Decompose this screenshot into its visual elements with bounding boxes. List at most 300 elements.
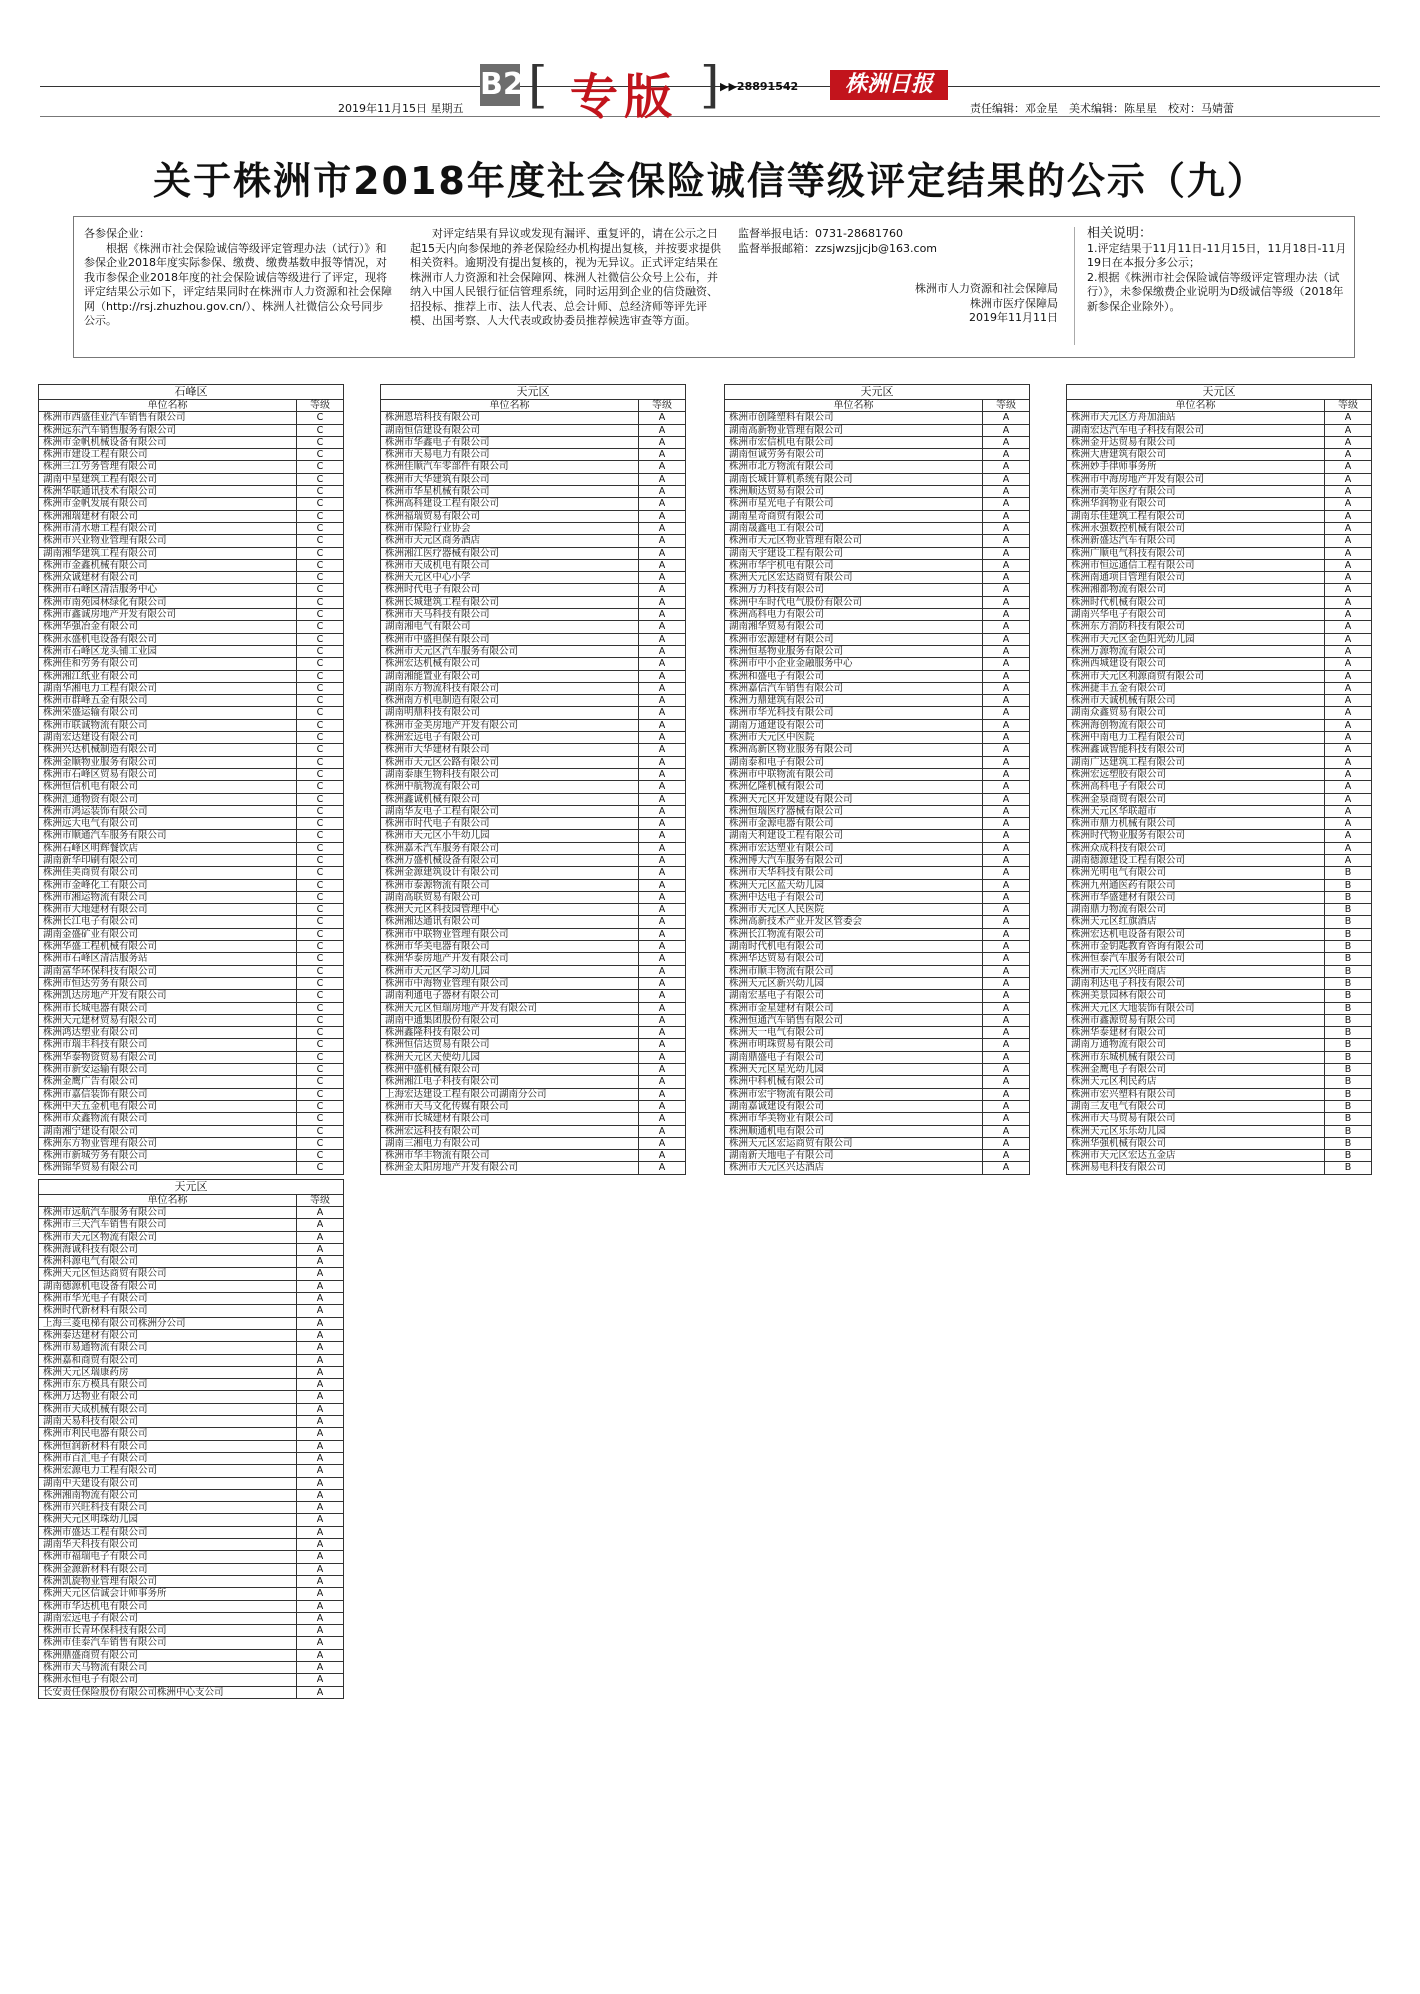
company-name: 株洲广顺电气科技有限公司: [1067, 548, 1325, 559]
company-name: 株洲市华盛建材有限公司: [1067, 892, 1325, 903]
table-row: [380, 412, 686, 424]
credit-grade: C: [316, 584, 324, 596]
company-name: 株洲天元区宏达商贸有限公司: [725, 572, 983, 583]
company-name: 株洲市天元区中医院: [725, 732, 983, 743]
credit-grade: B: [1344, 1125, 1352, 1137]
credit-grade: A: [658, 904, 666, 916]
credit-grade: A: [316, 1329, 324, 1341]
credit-grade: A: [316, 1416, 324, 1428]
company-name: 株洲市石峰区清洁服务站: [39, 953, 297, 964]
table-row: [38, 941, 344, 953]
table-row: [38, 1687, 344, 1699]
company-name: 湖南德源机电设备有限公司: [39, 1281, 297, 1292]
credit-grade: C: [316, 768, 324, 780]
credit-grade: A: [1002, 658, 1010, 670]
credit-grade: A: [1002, 941, 1010, 953]
credit-grade: C: [316, 449, 324, 461]
table-row: [38, 1637, 344, 1649]
table-row: [380, 1126, 686, 1138]
company-name: 株洲中航物流有限公司: [381, 781, 639, 792]
company-name: 株洲市顺丰物流有限公司: [725, 966, 983, 977]
table-row: [38, 1232, 344, 1244]
credit-grade: A: [1002, 535, 1010, 547]
company-name: 株洲市华宇机电有限公司: [725, 560, 983, 571]
credit-grade: A: [316, 1465, 324, 1477]
company-name: 株洲湘南物流有限公司: [39, 1490, 297, 1501]
credit-grade: A: [316, 1674, 324, 1686]
company-name: 湖南宏远电子有限公司: [39, 1613, 297, 1624]
company-name: 株洲荣盛运输有限公司: [39, 707, 297, 718]
credit-grade: C: [316, 830, 324, 842]
table-row: [38, 769, 344, 781]
credit-grade: A: [658, 1002, 666, 1014]
table-row: [38, 978, 344, 990]
table-row: [38, 1502, 344, 1514]
left-bracket-icon: [: [528, 56, 548, 114]
right-bracket-icon: ]: [700, 56, 720, 114]
company-name: 株洲佳顺汽车零部件有限公司: [381, 461, 639, 472]
company-name: 株洲天元区乐乐幼儿园: [1067, 1126, 1325, 1137]
credit-grade: A: [316, 1256, 324, 1268]
table-row: [724, 683, 1030, 695]
table-row: [724, 560, 1030, 572]
credit-grade: A: [1002, 486, 1010, 498]
table-row: [380, 584, 686, 596]
credit-grade: B: [1344, 1150, 1352, 1162]
company-name: 株洲佳和劳务有限公司: [39, 658, 297, 669]
table-row: [380, 929, 686, 941]
table-row: [38, 412, 344, 424]
table-row: [1066, 1101, 1372, 1113]
credit-grade: A: [658, 830, 666, 842]
credit-grade: A: [316, 1588, 324, 1600]
credit-grade: C: [316, 744, 324, 756]
table-row: [724, 769, 1030, 781]
credit-grade: C: [316, 781, 324, 793]
notes-title: 相关说明：: [1087, 226, 1153, 241]
table-row: [38, 904, 344, 916]
table-row: [38, 671, 344, 683]
credit-grade: C: [316, 854, 324, 866]
company-name: 株洲天元区星光幼儿园: [725, 1064, 983, 1075]
credit-grade: C: [316, 1064, 324, 1076]
credit-grade: A: [316, 1207, 324, 1218]
company-name: 株洲市新安运输有限公司: [39, 1064, 297, 1075]
report-phone: 监督举报电话：0731-28681760: [738, 227, 903, 240]
column-header-name: 单位名称: [725, 400, 983, 411]
table-row: [724, 794, 1030, 806]
table-row: [724, 757, 1030, 769]
table-row: [38, 1551, 344, 1563]
table-row: [724, 474, 1030, 486]
table-row: [724, 425, 1030, 437]
company-name: 株洲市石峰区贸易有限公司: [39, 769, 297, 780]
company-name: 株洲市中海物业管理有限公司: [381, 978, 639, 989]
table-row: [1066, 953, 1372, 965]
table-row: [1066, 904, 1372, 916]
company-name: 株洲中盛机械有限公司: [381, 1064, 639, 1075]
credit-grade: A: [1002, 781, 1010, 793]
column-header-grade: 等级: [996, 400, 1016, 411]
company-name: 株洲天元区科技园管理中心: [381, 904, 639, 915]
credit-grade: C: [316, 916, 324, 928]
table-row: [1066, 658, 1372, 670]
credit-grade: A: [1344, 768, 1352, 780]
table-row: [380, 1064, 686, 1076]
table-row: [38, 1404, 344, 1416]
credit-grade: A: [1002, 522, 1010, 534]
credit-grade: A: [658, 633, 666, 645]
table-row: [724, 535, 1030, 547]
credit-grade: C: [316, 867, 324, 879]
company-name: 株洲市佳泰汽车销售有限公司: [39, 1637, 297, 1648]
table-row: [1066, 929, 1372, 941]
company-name: 株洲市天马科技有限公司: [381, 609, 639, 620]
table-row: [1066, 978, 1372, 990]
company-name: 株洲博大汽车服务有限公司: [725, 855, 983, 866]
credit-grade: A: [658, 449, 666, 461]
company-name: 株洲长城建筑工程有限公司: [381, 597, 639, 608]
table-row: [38, 1613, 344, 1625]
credit-grade: A: [658, 941, 666, 953]
credit-grade: A: [658, 695, 666, 707]
credit-grade: C: [316, 1051, 324, 1063]
table-row: [38, 1076, 344, 1088]
credit-grade: A: [316, 1539, 324, 1551]
table-row: [1066, 990, 1372, 1002]
credit-grade: A: [658, 1027, 666, 1039]
company-name: 株洲万力科技有限公司: [725, 584, 983, 595]
table-row: [38, 953, 344, 965]
company-name: 株洲市天元区学习幼儿园: [381, 966, 639, 977]
table-row: [38, 707, 344, 719]
credit-grade: A: [316, 1600, 324, 1612]
company-name: 株洲市天元区公路有限公司: [381, 757, 639, 768]
credit-grade: B: [1344, 904, 1352, 916]
credit-grade: A: [1344, 486, 1352, 498]
company-name: 湖南东方物流科技有限公司: [381, 683, 639, 694]
company-name: 株洲高科电力有限公司: [725, 609, 983, 620]
table-row: [380, 498, 686, 510]
credit-grade: A: [1002, 707, 1010, 719]
table-row: [1066, 966, 1372, 978]
company-name: 株洲嘉禾汽车服务有限公司: [381, 843, 639, 854]
table-row: [38, 1244, 344, 1256]
credit-grade: C: [316, 941, 324, 953]
company-name: 株洲市易通物流有限公司: [39, 1342, 297, 1353]
credit-grade: C: [316, 1002, 324, 1014]
credit-grade: A: [1002, 461, 1010, 473]
company-name: 湖南湘宁建设有限公司: [39, 1126, 297, 1137]
table-row: [380, 572, 686, 584]
table-row: [38, 683, 344, 695]
company-name: 上海三菱电梯有限公司株洲分公司: [39, 1318, 297, 1329]
company-name: 株洲东方消防科技有限公司: [1067, 621, 1325, 632]
editor-credits: 责任编辑：邓金星 美术编辑：陈星星 校对：马婧蕾: [970, 102, 1234, 115]
company-name: 株洲市天华科技有限公司: [725, 867, 983, 878]
company-name: 株洲市中联物流有限公司: [725, 769, 983, 780]
table-row: [38, 1268, 344, 1280]
company-name: 株洲鑫隆科技有限公司: [381, 1027, 639, 1038]
table-row: [724, 412, 1030, 424]
table-row: [38, 523, 344, 535]
company-name: 株洲市金钥匙教育咨询有限公司: [1067, 941, 1325, 952]
company-name: 株洲三江劳务管理有限公司: [39, 461, 297, 472]
company-name: 株洲华联通讯技术有限公司: [39, 486, 297, 497]
company-name: 株洲易电科技有限公司: [1067, 1162, 1325, 1173]
table-row: [1066, 855, 1372, 867]
company-name: 湖南湘能置业有限公司: [381, 671, 639, 682]
company-name: 株洲市天元区物流有限公司: [39, 1232, 297, 1243]
company-name: 株洲天元区恒瑞房地产开发有限公司: [381, 1003, 639, 1014]
credit-grade: A: [1344, 707, 1352, 719]
company-name: 湖南新华印刷有限公司: [39, 855, 297, 866]
credit-grade: A: [1344, 436, 1352, 448]
company-name: 湖南宏达汽车电子科技有限公司: [1067, 425, 1325, 436]
credit-grade: C: [316, 486, 324, 498]
table-row: [380, 658, 686, 670]
credit-grade: A: [1002, 1027, 1010, 1039]
credit-grade: A: [658, 1137, 666, 1149]
table-row: [380, 609, 686, 621]
company-name: 湖南湘电气有限公司: [381, 621, 639, 632]
table-header-row: [724, 399, 1030, 412]
table-row: [380, 548, 686, 560]
table-row: [724, 1150, 1030, 1162]
table-row: [38, 929, 344, 941]
table-row: [1066, 1089, 1372, 1101]
credit-grade: A: [658, 768, 666, 780]
company-name: 株洲市华美物业有限公司: [725, 1113, 983, 1124]
table-row: [380, 732, 686, 744]
credit-grade: A: [1002, 1002, 1010, 1014]
company-name: 株洲鸿达塑业有限公司: [39, 1027, 297, 1038]
credit-grade: A: [658, 584, 666, 596]
table-row: [724, 1162, 1030, 1174]
credit-grade: C: [316, 682, 324, 694]
credit-grade: A: [658, 1088, 666, 1100]
credit-grade: A: [658, 1039, 666, 1051]
company-name: 湖南三湘电力有限公司: [381, 1138, 639, 1149]
credit-grade: A: [1344, 609, 1352, 621]
table-row: [38, 1490, 344, 1502]
signature-hrss: 株洲市人力资源和社会保障局: [915, 282, 1058, 295]
credit-grade: C: [316, 424, 324, 436]
credit-grade: A: [316, 1231, 324, 1243]
company-name: 株洲市大华建材有限公司: [381, 744, 639, 755]
table-row: [724, 1015, 1030, 1027]
table-row: [38, 818, 344, 830]
credit-grade: A: [316, 1268, 324, 1280]
company-name: 湖南天易科技有限公司: [39, 1416, 297, 1427]
company-name: 株洲万源物流有限公司: [1067, 646, 1325, 657]
credit-grade: A: [316, 1219, 324, 1231]
table-row: [38, 474, 344, 486]
table-row: [1066, 461, 1372, 473]
company-name: 株洲市天易电力有限公司: [381, 449, 639, 460]
company-name: 株洲中科机械有限公司: [725, 1076, 983, 1087]
table-row: [1066, 634, 1372, 646]
company-name: 株洲天一电气有限公司: [725, 1027, 983, 1038]
credit-grade: A: [658, 547, 666, 559]
credit-grade: A: [1344, 744, 1352, 756]
table-row: [38, 1342, 344, 1354]
table-row: [38, 867, 344, 879]
credit-grade: A: [658, 867, 666, 879]
credit-grade: A: [1002, 449, 1010, 461]
credit-grade: A: [1344, 805, 1352, 817]
credit-grade: A: [658, 842, 666, 854]
table-row: [380, 437, 686, 449]
company-name: 株洲长江电子有限公司: [39, 916, 297, 927]
company-name: 湖南恒诚劳务有限公司: [725, 449, 983, 460]
company-name: 湖南高联贸易有限公司: [381, 892, 639, 903]
company-name: 株洲市福瑞电子有限公司: [39, 1551, 297, 1562]
table-row: [1066, 523, 1372, 535]
company-name: 湖南德源建设工程有限公司: [1067, 855, 1325, 866]
company-name: 湖南新天地电子有限公司: [725, 1150, 983, 1161]
company-name: 湖南中星建筑工程有限公司: [39, 474, 297, 485]
table-row: [380, 843, 686, 855]
credit-grade: A: [658, 756, 666, 768]
company-name: 湖南中通集团股份有限公司: [381, 1015, 639, 1026]
table-row: [38, 806, 344, 818]
company-name: 株洲金顺物业服务有限公司: [39, 757, 297, 768]
credit-grade: A: [658, 412, 666, 424]
credit-grade: C: [316, 1125, 324, 1137]
company-name: 株洲金鹰广告有限公司: [39, 1076, 297, 1087]
district-header: 石峰区: [38, 384, 344, 399]
credit-grade: B: [1344, 1137, 1352, 1149]
credit-grade: C: [316, 1076, 324, 1088]
company-name: 株洲东方物业管理有限公司: [39, 1138, 297, 1149]
note-2: 2.根据《株洲市社会保险诚信等级评定管理办法（试行）》，未参保缴费企业说明为D级诚信等级（2018年新参保企业除外）。: [1087, 270, 1344, 313]
table-row: [380, 720, 686, 732]
credit-grade: C: [316, 1100, 324, 1112]
column-header-name: 单位名称: [39, 1195, 297, 1206]
company-name: 株洲市大华建筑有限公司: [381, 474, 639, 485]
credit-grade: A: [658, 1051, 666, 1063]
company-name: 株洲市长城建材有限公司: [381, 1113, 639, 1124]
table-row: [38, 511, 344, 523]
credit-grade: A: [1002, 584, 1010, 596]
masthead: [40, 56, 1380, 126]
company-name: 株洲市金美房地产开发有限公司: [381, 720, 639, 731]
company-name: 株洲市星光电子有限公司: [725, 498, 983, 509]
table-row: [38, 1453, 344, 1465]
company-name: 株洲凯旋物业管理有限公司: [39, 1576, 297, 1587]
company-name: 湖南三友电气有限公司: [1067, 1101, 1325, 1112]
table-row: [38, 1391, 344, 1403]
table-row: [724, 843, 1030, 855]
table-row: [1066, 720, 1372, 732]
table-row: [1066, 1015, 1372, 1027]
credit-grade: B: [1344, 977, 1352, 989]
table-row: [724, 830, 1030, 842]
company-name: 株洲顺达贸易有限公司: [725, 486, 983, 497]
company-name: 株洲市中联物业管理有限公司: [381, 929, 639, 940]
credit-grade: A: [658, 1162, 666, 1174]
table-row: [380, 966, 686, 978]
table-row: [724, 548, 1030, 560]
company-name: 株洲市保险行业协会: [381, 523, 639, 534]
credit-grade: A: [658, 621, 666, 633]
table-row: [380, 941, 686, 953]
company-name: 湖南利通电子器材有限公司: [381, 990, 639, 1001]
table-row: [724, 904, 1030, 916]
credit-grade: B: [1344, 867, 1352, 879]
table-row: [1066, 757, 1372, 769]
intro-box: [73, 216, 1355, 358]
page-headline: 关于株洲市2018年度社会保险诚信等级评定结果的公示（九）: [153, 159, 1267, 203]
column-header-grade: 等级: [652, 400, 672, 411]
credit-grade: A: [1344, 732, 1352, 744]
company-name: 株洲市南苑园林绿化有限公司: [39, 597, 297, 608]
table-row: [380, 757, 686, 769]
credit-grade: A: [658, 682, 666, 694]
table-row: [1066, 794, 1372, 806]
company-name: 株洲金开达贸易有限公司: [1067, 437, 1325, 448]
table-row: [724, 990, 1030, 1002]
column-header-grade: 等级: [310, 1194, 330, 1206]
table-row: [38, 1027, 344, 1039]
table-row: [38, 1625, 344, 1637]
company-name: 株洲华泰物资贸易有限公司: [39, 1052, 297, 1063]
credit-grade: A: [1002, 1051, 1010, 1063]
company-name: 株洲宏达机械有限公司: [381, 658, 639, 669]
credit-grade: A: [316, 1293, 324, 1305]
credit-grade: A: [1002, 547, 1010, 559]
table-row: [724, 1039, 1030, 1051]
table-row: [38, 966, 344, 978]
credit-grade: C: [316, 707, 324, 719]
credit-grade: A: [658, 928, 666, 940]
credit-grade: A: [316, 1649, 324, 1661]
company-name: 株洲天元区瑞康药房: [39, 1367, 297, 1378]
table-row: [1066, 1162, 1372, 1174]
table-column: [380, 384, 686, 1175]
table-row: [1066, 781, 1372, 793]
table-row: [1066, 548, 1372, 560]
table-row: [724, 978, 1030, 990]
company-name: 株洲市天元区商务酒店: [381, 535, 639, 546]
credit-grade: A: [1002, 609, 1010, 621]
company-name: 株洲市鼎力机械有限公司: [1067, 818, 1325, 829]
credit-grade: A: [316, 1452, 324, 1464]
table-column: [1066, 384, 1372, 1175]
credit-grade: A: [658, 1064, 666, 1076]
table-row: [380, 695, 686, 707]
company-name: 株洲南方机电制造有限公司: [381, 695, 639, 706]
credit-grade: A: [1002, 744, 1010, 756]
credit-grade: B: [1344, 1027, 1352, 1039]
section-phone-number: 28891542: [736, 80, 799, 93]
table-row: [1066, 941, 1372, 953]
credit-grade: C: [316, 559, 324, 571]
credit-grade: A: [1344, 781, 1352, 793]
company-name: 株洲中天五金机电有限公司: [39, 1101, 297, 1112]
credit-grade: A: [658, 461, 666, 473]
intro-col-3: [738, 227, 1058, 326]
company-name: 株洲科源电气有限公司: [39, 1256, 297, 1267]
credit-grade: A: [1344, 633, 1352, 645]
credit-grade: A: [1002, 412, 1010, 424]
credit-grade: A: [1344, 682, 1352, 694]
credit-grade: A: [1002, 928, 1010, 940]
company-name: 株洲远大电气有限公司: [39, 818, 297, 829]
credit-grade: A: [658, 1014, 666, 1026]
table-row: [38, 1662, 344, 1674]
